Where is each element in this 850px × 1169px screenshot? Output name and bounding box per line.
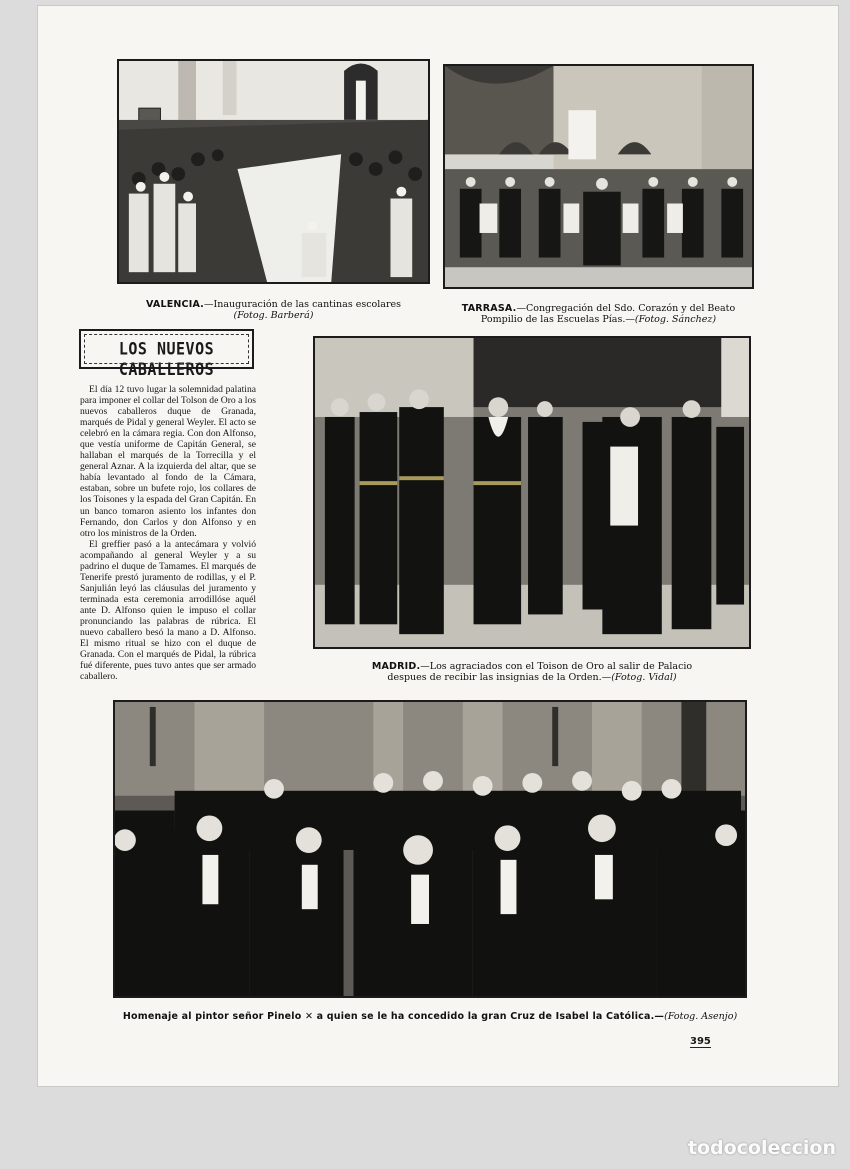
madrid-caption-line1: —Los agraciados con el Toison de Oro al salir de Palacio (420, 661, 693, 672)
page-number: 395 (690, 1036, 711, 1047)
valencia-caption-place: VALENCIA. (145, 299, 204, 310)
article-body (80, 384, 256, 682)
tarrasa-photo (443, 64, 754, 289)
tarrasa-caption-line2: Pompilio de las Escuelas Pías.— (480, 314, 635, 325)
tarrasa-caption-credit: (Fotog. Sánchez) (634, 314, 717, 325)
homenaje-caption-text: Homenaje al pintor señor Pinelo ✕ a quien se le ha concedido la gran Cruz de Isabel la Católica.— (122, 1011, 665, 1022)
valencia-caption-credit: (Fotog. Barberá) (233, 310, 314, 321)
article-paragraph-1: El día 12 tuvo lugar la solemnidad palatina para imponer el collar del Tolson de Oro a los nuevos caballeros duque de Granada, marqués de Pidal y general Weyler. El acto se celebró en la cámara regia. Con don Alfonso, que vestía uniforme de Capitán General, se hallaban el marqués de la Torrecilla y el general Aznar. A la izquierda del altar, que se había levantado al fondo de la Cámara, estaban, sobre un bufete rojo, los collares de los Toisones y la espada del Gran Capitán. En un banco tomaron asiento los infantes don Fernando, don Carlos y don Alfonso y en otro los ministros de la Orden. (80, 384, 256, 539)
madrid-caption-line2: despues de recibir las insignias de la Orden.— (387, 672, 612, 683)
article-paragraph-2: El greffier pasó a la antecámara y volvió acompañando al general Weyler y a su padrino el duque de Tamames. El marqués de Tenerife prestó juramento de rodillas, y el P. Sanjulián leyó las cláusulas del juramento y terminada esta ceremonia arrodillóse aquél ante D. Alfonso quien le impuso el collar pronunciando las palabras de rúbrica. El nuevo caballero besó la mano a D. Alfonso. El mismo ritual se hizo con el duque de Granada. Con el marqués de Pidal, la rúbrica fué diferente, pues tuvo antes que ser armado caballero. (80, 538, 256, 683)
tarrasa-caption (443, 303, 754, 325)
homenaje-photo (113, 700, 747, 998)
homenaje-caption (113, 1011, 747, 1022)
madrid-caption-credit: (Fotog. Vidal) (611, 672, 677, 683)
tarrasa-caption-place: TARRASA. (461, 303, 517, 314)
valencia-caption-text: —Inauguración de las cantinas escolares (203, 299, 401, 310)
article-heading-box (79, 329, 254, 380)
madrid-caption (313, 661, 751, 683)
valencia-caption (117, 299, 430, 321)
valencia-photo (117, 59, 430, 284)
tarrasa-caption-line1: —Congregación del Sdo. Corazón y del Beato (516, 303, 736, 314)
watermark-logo: todocoleccion (687, 1137, 836, 1159)
homenaje-caption-credit: (Fotog. Asenjo) (664, 1011, 738, 1022)
article-heading: LOS NUEVOS CABALLEROS (118, 338, 215, 380)
madrid-caption-place: MADRID. (371, 661, 421, 672)
madrid-photo (313, 336, 751, 649)
